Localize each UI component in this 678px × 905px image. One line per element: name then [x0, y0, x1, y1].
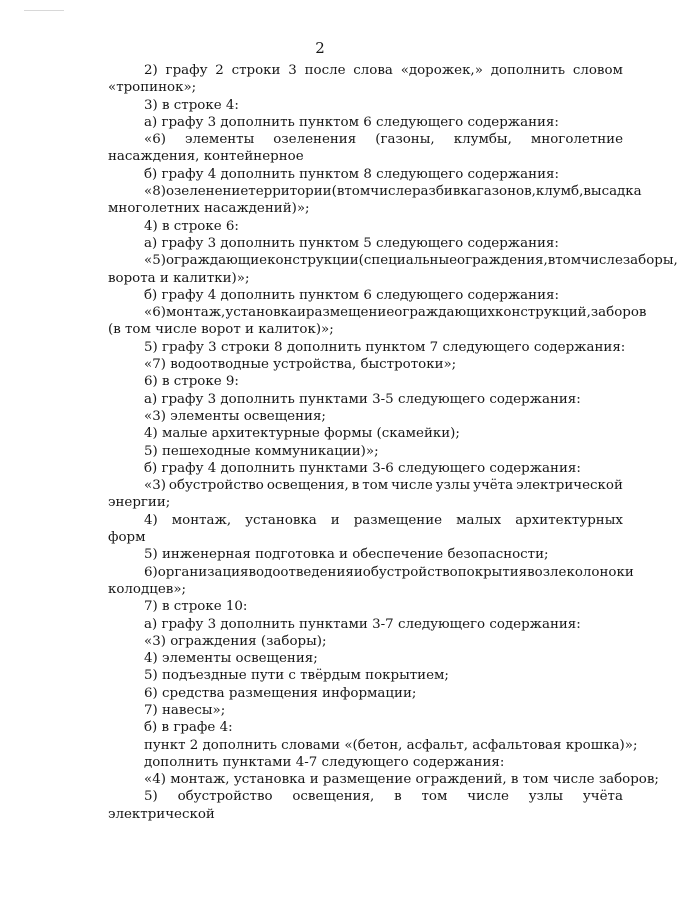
- paragraph: «7) водоотводные устройства, быстротоки»;: [144, 357, 457, 373]
- paragraph-line: форм: [108, 530, 146, 546]
- paragraph-line: электрической: [108, 806, 215, 822]
- paragraph: [108, 512, 623, 547]
- paragraph: 7) навесы»;: [144, 702, 226, 718]
- paragraph: пункт 2 дополнить словами «(бетон, асфальт, асфальтовая крошка)»;: [144, 737, 638, 753]
- paragraph: 4) малые архитектурные формы (скамейки);: [144, 426, 460, 442]
- paragraph: [108, 62, 623, 97]
- paragraph: [108, 477, 623, 512]
- paragraph-line: «тропинок»;: [108, 80, 197, 96]
- paragraph: 6) средства размещения информации;: [144, 685, 417, 701]
- paragraph-line: насаждения, контейнерное: [108, 149, 304, 165]
- paragraph: [108, 564, 634, 599]
- scan-artifact-line: [24, 10, 64, 11]
- paragraph: «3) элементы освещения;: [144, 408, 326, 424]
- paragraph-line: 5) обустройство освещения, в том числе узлы учёта: [144, 789, 623, 805]
- paragraph: б) графу 4 дополнить пунктом 6 следующего содержания:: [144, 287, 559, 303]
- paragraph-line: 6) организация водоотведения и обустройство покрытия возле колонок и: [144, 564, 634, 580]
- paragraph-line: «6) элементы озеленения (газоны, клумбы, многолетние: [144, 132, 623, 148]
- paragraph: [108, 788, 623, 823]
- paragraph: 7) в строке 10:: [144, 599, 248, 615]
- paragraph-line: «8) озеленение территории (в том числе разбивка газонов, клумб, высадка: [144, 184, 642, 200]
- paragraph: б) в графе 4:: [144, 720, 233, 736]
- paragraph: 6) в строке 9:: [144, 374, 239, 390]
- paragraph: «3) ограждения (заборы);: [144, 633, 327, 649]
- paragraph: 5) подъездные пути с твёрдым покрытием;: [144, 668, 449, 684]
- paragraph: [108, 252, 678, 287]
- paragraph-line: «5) ограждающие конструкции (специальные ограждения, в том числе заборы,: [144, 253, 678, 269]
- paragraph: [108, 131, 623, 166]
- paragraph-line: «3) обустройство освещения, в том числе узлы учёта электрической: [144, 478, 623, 494]
- paragraph: 4) в строке 6:: [144, 218, 239, 234]
- paragraph: [108, 304, 647, 339]
- paragraph: а) графу 3 дополнить пунктом 6 следующего содержания:: [144, 114, 559, 130]
- paragraph: 5) пешеходные коммуникации)»;: [144, 443, 379, 459]
- document-body: [108, 62, 678, 823]
- paragraph-line: 4) монтаж, установка и размещение малых архитектурных: [144, 512, 623, 528]
- paragraph-line: 2) графу 2 строки 3 после слова «дорожек,» дополнить словом: [144, 63, 623, 78]
- paragraph-line: (в том числе ворот и калиток)»;: [108, 322, 334, 338]
- paragraph: 3) в строке 4:: [144, 97, 239, 113]
- paragraph-line: колодцев»;: [108, 581, 187, 597]
- paragraph: а) графу 3 дополнить пунктами 3-7 следующего содержания:: [144, 616, 581, 632]
- paragraph: 4) элементы освещения;: [144, 651, 318, 667]
- paragraph-line: «6) монтаж, установка и размещение ограждающих конструкций, заборов: [144, 305, 647, 321]
- paragraph: [108, 183, 642, 218]
- paragraph: б) графу 4 дополнить пунктами 3-6 следующего содержания:: [144, 460, 581, 476]
- page-number: 2: [315, 39, 325, 57]
- paragraph: 5) графу 3 строки 8 дополнить пунктом 7 следующего содержания:: [144, 339, 626, 355]
- paragraph: б) графу 4 дополнить пунктом 8 следующего содержания:: [144, 166, 559, 182]
- paragraph-line: многолетних насаждений)»;: [108, 201, 310, 217]
- paragraph: «4) монтаж, установка и размещение ограждений, в том числе заборов;: [144, 772, 659, 788]
- paragraph-line: энергии;: [108, 495, 171, 511]
- paragraph: дополнить пунктами 4-7 следующего содержания:: [144, 754, 505, 770]
- paragraph: а) графу 3 дополнить пунктами 3-5 следующего содержания:: [144, 391, 581, 407]
- paragraph: 5) инженерная подготовка и обеспечение безопасности;: [144, 547, 549, 563]
- paragraph-line: ворота и калитки)»;: [108, 270, 250, 286]
- paragraph: а) графу 3 дополнить пунктом 5 следующего содержания:: [144, 235, 559, 251]
